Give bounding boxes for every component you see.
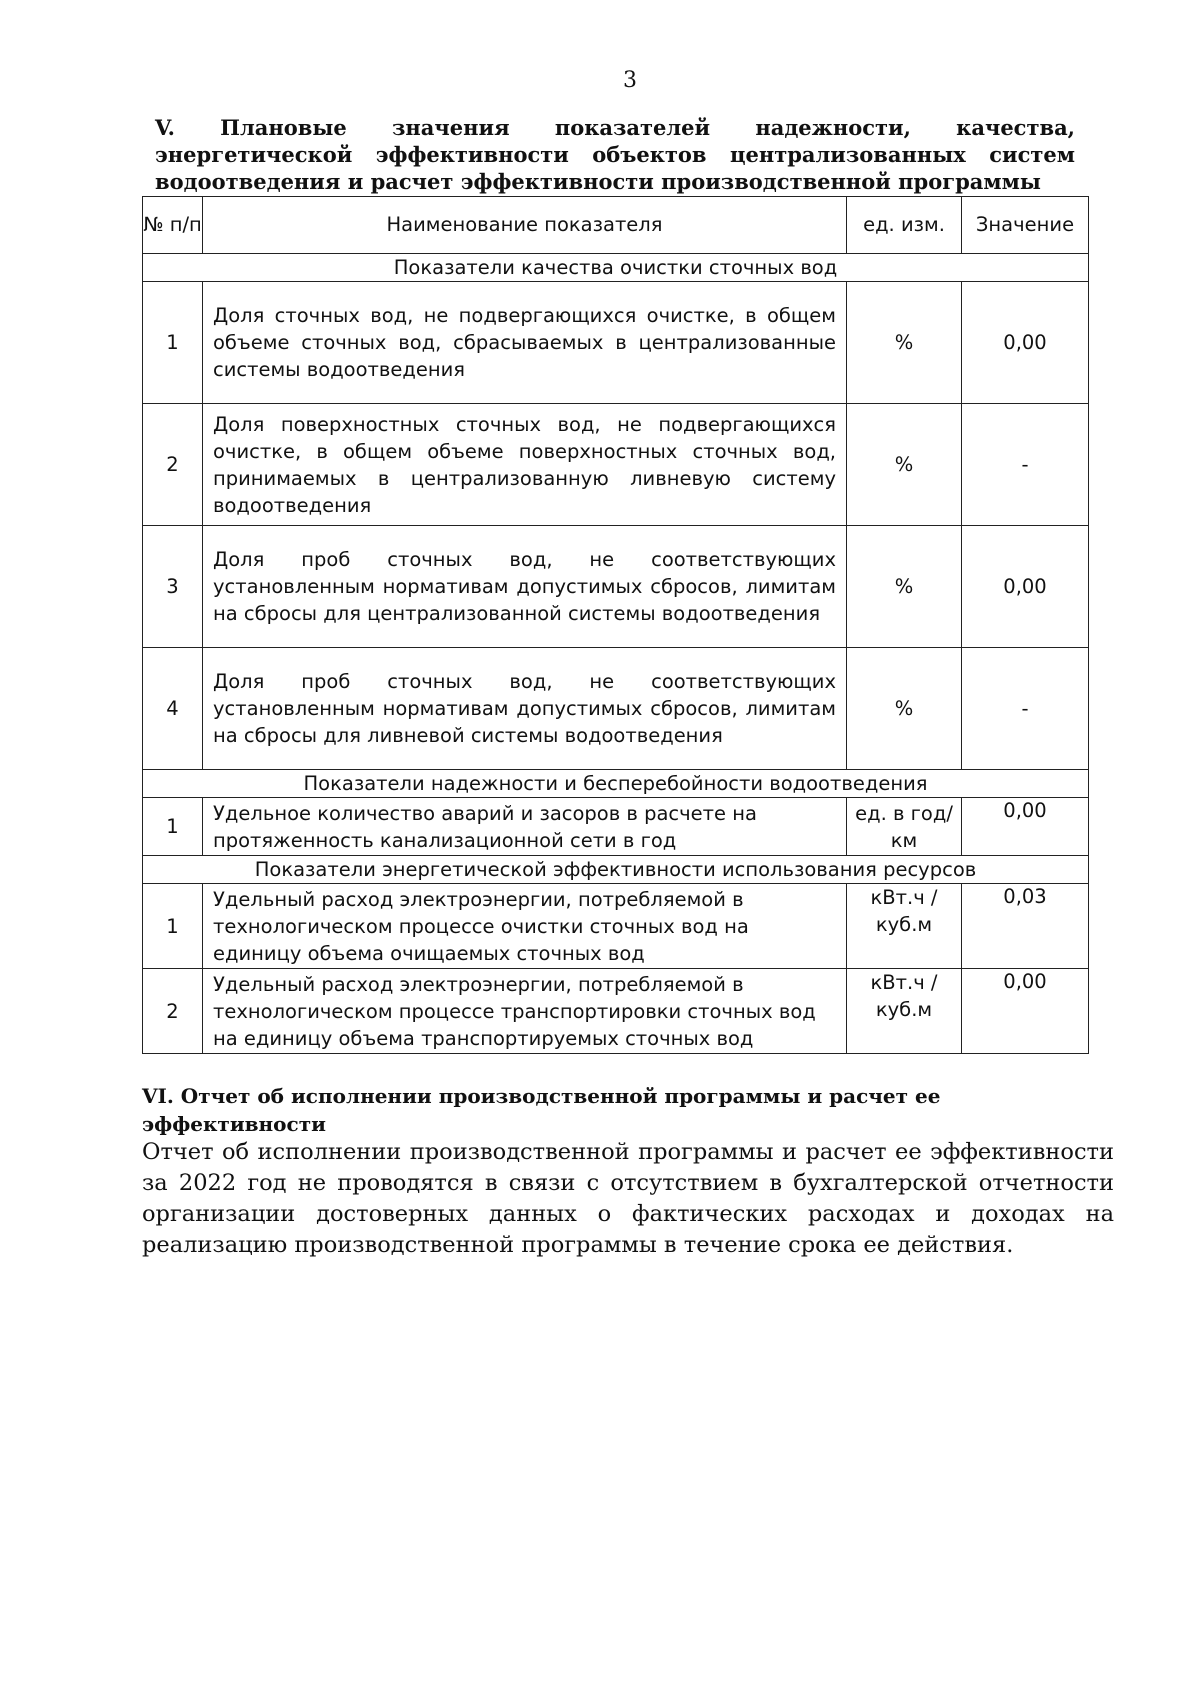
row-name: Удельное количество аварий и засоров в расчете на протяженность канализационной сети в год bbox=[203, 798, 847, 856]
section-v-title: V. Плановые значения показателей надежности, качества, энергетической эффективности объектов централизованных систем водоотведения и расчет эффективности производственной программы bbox=[155, 115, 1075, 194]
row-unit: % bbox=[847, 404, 962, 526]
table-row bbox=[143, 404, 1089, 526]
row-name: Удельный расход электроэнергии, потребляемой в технологическом процессе транспортировки сточных вод на единицу объема транспортируемых сточных вод bbox=[203, 969, 847, 1054]
table-row bbox=[143, 884, 1089, 969]
row-value: - bbox=[962, 404, 1089, 526]
row-unit: ед. в год/ км bbox=[847, 798, 962, 856]
table-header-row bbox=[143, 197, 1089, 254]
group-title-row bbox=[143, 770, 1089, 798]
group-title-quality: Показатели качества очистки сточных вод bbox=[143, 254, 1089, 282]
row-value: - bbox=[962, 648, 1089, 770]
table-row bbox=[143, 526, 1089, 648]
group-title-row bbox=[143, 254, 1089, 282]
group-title-row bbox=[143, 856, 1089, 884]
table-row bbox=[143, 648, 1089, 770]
header-name: Наименование показателя bbox=[203, 197, 847, 254]
row-value: 0,00 bbox=[962, 282, 1089, 404]
row-unit: % bbox=[847, 648, 962, 770]
section-vi-title: VI. Отчет об исполнении производственной программы и расчет ее эффективности bbox=[142, 1084, 941, 1136]
section-vi-paragraph: Отчет об исполнении производственной программы и расчет ее эффективности за 2022 год не проводятся в связи с отсутствием в бухгалтерской отчетности организации достоверных данных о фактических расходах и доходах на реализацию производственной программы в течение срока ее действия. bbox=[142, 1139, 1114, 1258]
group-title-reliability: Показатели надежности и бесперебойности водоотведения bbox=[143, 770, 1089, 798]
indicators-table bbox=[142, 196, 1089, 1054]
group-title-energy: Показатели энергетической эффективности использования ресурсов bbox=[143, 856, 1089, 884]
row-name: Удельный расход электроэнергии, потребляемой в технологическом процессе очистки сточных вод на единицу объема очищаемых сточных вод bbox=[203, 884, 847, 969]
row-unit: % bbox=[847, 526, 962, 648]
row-num: 1 bbox=[143, 798, 203, 856]
row-name: Доля проб сточных вод, не соответствующих установленным нормативам допустимых сбросов, лимитам на сбросы для ливневой системы водоотведения bbox=[203, 648, 847, 770]
row-num: 1 bbox=[143, 884, 203, 969]
row-unit: % bbox=[847, 282, 962, 404]
header-value: Значение bbox=[962, 197, 1089, 254]
row-value: 0,00 bbox=[962, 969, 1089, 1054]
row-name: Доля проб сточных вод, не соответствующих установленным нормативам допустимых сбросов, лимитам на сбросы для централизованной системы водоотведения bbox=[203, 526, 847, 648]
page-number: 3 bbox=[623, 68, 637, 93]
header-num: № п/п bbox=[143, 197, 203, 254]
header-unit: ед. изм. bbox=[847, 197, 962, 254]
row-unit: кВт.ч / куб.м bbox=[847, 884, 962, 969]
row-num: 2 bbox=[143, 969, 203, 1054]
row-num: 3 bbox=[143, 526, 203, 648]
table-row bbox=[143, 969, 1089, 1054]
row-name: Доля поверхностных сточных вод, не подвергающихся очистке, в общем объеме поверхностных сточных вод, принимаемых в централизованную ливневую систему водоотведения bbox=[203, 404, 847, 526]
row-num: 2 bbox=[143, 404, 203, 526]
row-unit: кВт.ч / куб.м bbox=[847, 969, 962, 1054]
row-value: 0,03 bbox=[962, 884, 1089, 969]
row-num: 1 bbox=[143, 282, 203, 404]
table-row bbox=[143, 282, 1089, 404]
table-row bbox=[143, 798, 1089, 856]
row-value: 0,00 bbox=[962, 526, 1089, 648]
row-value: 0,00 bbox=[962, 798, 1089, 856]
row-num: 4 bbox=[143, 648, 203, 770]
row-name: Доля сточных вод, не подвергающихся очистке, в общем объеме сточных вод, сбрасываемых в централизованные системы водоотведения bbox=[203, 282, 847, 404]
